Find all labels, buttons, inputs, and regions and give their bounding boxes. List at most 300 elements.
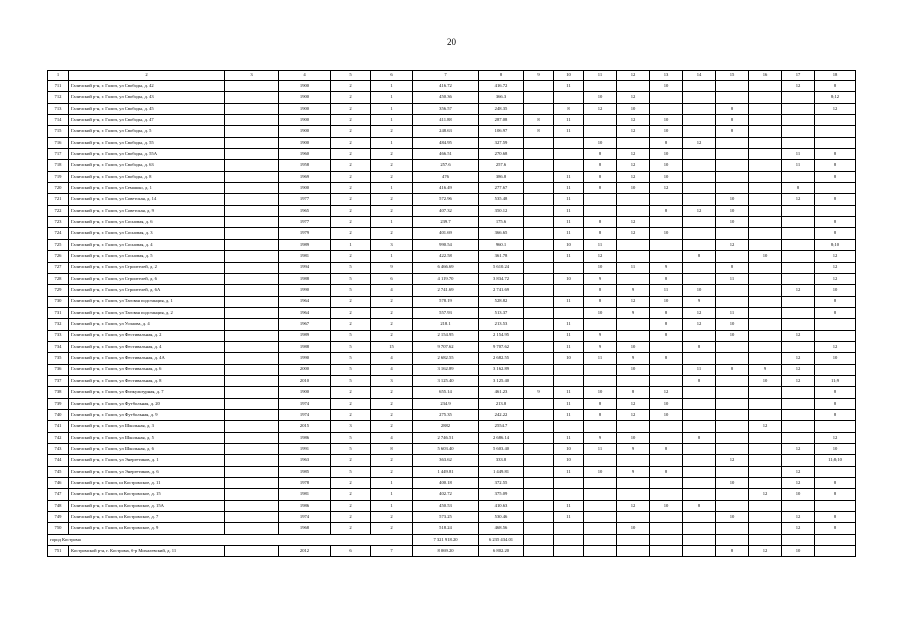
table-cell — [584, 126, 617, 137]
table-cell — [650, 92, 683, 103]
table-cell — [225, 115, 279, 126]
table-cell: 450.53 — [413, 500, 479, 511]
table-cell: 2 — [331, 183, 371, 194]
table-cell — [524, 353, 554, 364]
table-cell: 8 — [617, 387, 650, 398]
table-cell — [554, 421, 584, 432]
table-cell: 10 — [650, 115, 683, 126]
table-cell — [225, 375, 279, 386]
table-cell: 2 — [331, 126, 371, 137]
table-row — [48, 251, 856, 262]
table-cell: 10 — [782, 489, 815, 500]
column-header: 8 — [479, 71, 524, 81]
table-cell — [716, 183, 749, 194]
table-cell: 5 — [331, 330, 371, 341]
table-cell: 1991 — [279, 444, 331, 455]
table-cell: 745 — [48, 466, 69, 477]
table-cell: Галичский р-н, г. Галич, ул Свободы, д. 5 — [69, 126, 225, 137]
table-cell — [815, 183, 856, 194]
table-cell — [749, 194, 782, 205]
table-cell: 1977 — [279, 217, 331, 228]
table-cell — [683, 228, 716, 239]
table-cell: 9 — [584, 432, 617, 443]
table-cell: 11 — [683, 364, 716, 375]
table-cell: 8 — [584, 285, 617, 296]
table-cell — [225, 432, 279, 443]
table-cell: 4 — [371, 353, 413, 364]
table-cell: 1900 — [279, 387, 331, 398]
table-cell: 12 — [683, 307, 716, 318]
table-cell: Галичский р-н, г. Галич, ул Свободы, д. 8 — [69, 171, 225, 182]
table-cell — [716, 341, 749, 352]
column-header: 14 — [683, 71, 716, 81]
table-cell: 12 — [782, 444, 815, 455]
table-cell — [225, 262, 279, 273]
table-cell: 2 — [331, 137, 371, 148]
table-cell: 2554.7 — [479, 421, 524, 432]
table-cell: 715 — [48, 126, 69, 137]
table-cell: Галичский р-н, г. Галич, ш Костромское, д. 7 — [69, 512, 225, 523]
table-cell: 724 — [48, 228, 69, 239]
table-cell: 4 — [371, 285, 413, 296]
section-name: город Кострома — [48, 534, 413, 545]
table-cell: 2 — [371, 126, 413, 137]
table-cell: 9 — [650, 262, 683, 273]
column-header: 16 — [749, 71, 782, 81]
table-cell — [225, 546, 279, 557]
table-cell: 8 — [584, 217, 617, 228]
table-cell: 11 — [554, 81, 584, 92]
table-row — [48, 296, 856, 307]
table-cell — [782, 296, 815, 307]
table-cell: 12 — [650, 387, 683, 398]
table-cell: 11 — [554, 387, 584, 398]
table-cell — [782, 103, 815, 114]
table-cell — [650, 217, 683, 228]
table-cell — [683, 534, 716, 545]
table-cell — [524, 285, 554, 296]
table-cell: 2015 — [279, 421, 331, 432]
table-cell: 723 — [48, 217, 69, 228]
table-cell — [554, 285, 584, 296]
table-cell: 8 — [815, 478, 856, 489]
table-cell: 733 — [48, 330, 69, 341]
table-row — [48, 489, 856, 500]
table-cell — [524, 171, 554, 182]
table-cell — [749, 239, 782, 250]
column-header: 11 — [584, 71, 617, 81]
table-cell: 1978 — [279, 478, 331, 489]
table-cell — [225, 341, 279, 352]
table-cell: 242.22 — [479, 409, 524, 420]
table-cell: 530.46 — [479, 512, 524, 523]
table-cell: 4 — [371, 364, 413, 375]
table-cell — [554, 149, 584, 160]
table-cell: 12 — [617, 92, 650, 103]
table-cell — [815, 319, 856, 330]
table-cell — [524, 296, 554, 307]
table-cell: 1 — [371, 115, 413, 126]
table-cell: 8 — [650, 466, 683, 477]
table-cell — [716, 466, 749, 477]
table-cell: 734 — [48, 341, 69, 352]
table-cell — [782, 387, 815, 398]
table-cell: 366.3 — [479, 92, 524, 103]
table-cell — [617, 375, 650, 386]
table-cell: 1974 — [279, 409, 331, 420]
table-row — [48, 387, 856, 398]
table-cell — [683, 444, 716, 455]
table-cell — [554, 478, 584, 489]
table-cell — [617, 239, 650, 250]
table-cell: 12 — [683, 137, 716, 148]
table-cell: 10 — [584, 262, 617, 273]
table-cell: 386.8 — [479, 171, 524, 182]
table-cell — [650, 478, 683, 489]
table-row — [48, 398, 856, 409]
table-cell: 3 125.40 — [479, 375, 524, 386]
table-row — [48, 217, 856, 228]
table-cell — [782, 455, 815, 466]
table-cell — [650, 364, 683, 375]
table-cell: 10 — [782, 546, 815, 557]
table-cell: 1900 — [279, 183, 331, 194]
table-cell: 8 — [683, 341, 716, 352]
table-cell — [782, 409, 815, 420]
table-cell: 2 — [331, 489, 371, 500]
table-cell — [225, 398, 279, 409]
table-cell: 2 — [371, 330, 413, 341]
table-cell: 2 — [371, 194, 413, 205]
table-cell: 2010 — [279, 375, 331, 386]
table-cell — [716, 489, 749, 500]
table-cell: 9 707.62 — [413, 341, 479, 352]
table-cell: 5 — [331, 341, 371, 352]
table-cell — [782, 126, 815, 137]
table-cell: 747 — [48, 489, 69, 500]
table-cell: 12 — [683, 205, 716, 216]
table-cell — [782, 92, 815, 103]
table-cell: 401.69 — [413, 228, 479, 239]
table-cell — [683, 262, 716, 273]
table-row — [48, 81, 856, 92]
table-cell — [716, 523, 749, 534]
table-cell: 712 — [48, 92, 69, 103]
table-cell — [683, 239, 716, 250]
table-cell: 738 — [48, 387, 69, 398]
table-cell — [225, 285, 279, 296]
table-cell — [524, 160, 554, 171]
table-cell: 1 — [371, 500, 413, 511]
table-cell — [683, 409, 716, 420]
table-cell: 725 — [48, 239, 69, 250]
table-cell — [749, 398, 782, 409]
table-cell: 11 — [554, 115, 584, 126]
table-cell: 8 — [650, 353, 683, 364]
table-cell: 12 — [815, 251, 856, 262]
table-cell — [524, 500, 554, 511]
table-cell: 11 — [584, 353, 617, 364]
table-cell — [225, 228, 279, 239]
table-cell — [815, 546, 856, 557]
table-cell: Галичский р-н, г. Галич, ул Школьная, д. 3 — [69, 421, 225, 432]
table-cell: 10 — [584, 466, 617, 477]
table-cell: 10 — [617, 364, 650, 375]
table-cell: 12 — [617, 217, 650, 228]
table-cell: 1965 — [279, 205, 331, 216]
table-cell: 2 — [331, 307, 371, 318]
table-cell — [225, 149, 279, 160]
table-cell: 8 — [716, 364, 749, 375]
table-row — [48, 228, 856, 239]
table-cell: 466.51 — [413, 149, 479, 160]
table-cell: 450.36 — [413, 92, 479, 103]
column-header: 9 — [524, 71, 554, 81]
table-row — [48, 364, 856, 375]
table-cell: 9 — [617, 307, 650, 318]
table-cell: Галичский р-н, г. Галич, ул Энергетиков, д. 6 — [69, 466, 225, 477]
table-cell: 234.9 — [413, 398, 479, 409]
table-cell: 10 — [650, 171, 683, 182]
table-cell: 1900 — [279, 103, 331, 114]
table-cell: 1989 — [279, 239, 331, 250]
table-cell — [749, 466, 782, 477]
table-cell: 3 162.89 — [479, 364, 524, 375]
table-cell: 8 — [584, 398, 617, 409]
table-cell: 3 — [371, 239, 413, 250]
table-cell — [584, 81, 617, 92]
table-cell: 5 — [331, 364, 371, 375]
table-cell: 2 154.95 — [413, 330, 479, 341]
table-cell: 7 — [371, 546, 413, 557]
table-cell: 248.63 — [413, 126, 479, 137]
table-cell — [749, 228, 782, 239]
table-cell: 10 — [617, 341, 650, 352]
table-row — [48, 375, 856, 386]
table-cell: 2 — [371, 160, 413, 171]
table-cell: 422.58 — [413, 251, 479, 262]
table-cell — [782, 171, 815, 182]
table-cell — [617, 194, 650, 205]
table-cell — [749, 478, 782, 489]
table-cell: 3 — [331, 421, 371, 432]
table-cell — [782, 398, 815, 409]
table-cell: 2 — [331, 251, 371, 262]
table-cell: 2 741.69 — [479, 285, 524, 296]
table-cell: Галичский р-н, г. Галич, ул Свободы, д. 63 — [69, 160, 225, 171]
table-cell: 416.72 — [413, 81, 479, 92]
table-cell: 8 — [716, 262, 749, 273]
table-cell: 572.96 — [413, 194, 479, 205]
table-cell — [225, 171, 279, 182]
table-row — [48, 149, 856, 160]
table-cell — [554, 523, 584, 534]
table-cell: 11 — [554, 500, 584, 511]
table-cell — [584, 115, 617, 126]
table-cell: 2 — [371, 523, 413, 534]
table-cell: 1974 — [279, 512, 331, 523]
table-cell: 716 — [48, 137, 69, 148]
table-cell: 8 — [584, 171, 617, 182]
table-cell: 718 — [48, 160, 69, 171]
table-cell: 9 — [371, 262, 413, 273]
table-cell: 655.14 — [413, 387, 479, 398]
table-cell — [225, 239, 279, 250]
table-cell: 1989 — [279, 330, 331, 341]
table-cell: 12 — [584, 103, 617, 114]
table-cell — [554, 489, 584, 500]
table-cell: 1 — [371, 137, 413, 148]
table-cell: Галичский р-н, г. Галич, ул Семашко, д. 1 — [69, 183, 225, 194]
table-cell: 573.25 — [413, 512, 479, 523]
table-cell: 10 — [716, 478, 749, 489]
table-cell: 5 — [331, 444, 371, 455]
table-cell — [524, 478, 554, 489]
column-header: 15 — [716, 71, 749, 81]
table-cell: 8 — [815, 398, 856, 409]
table-cell — [716, 353, 749, 364]
table-cell — [225, 137, 279, 148]
table-cell: 12 — [617, 126, 650, 137]
table-cell: 12 — [782, 330, 815, 341]
table-cell: 719 — [48, 171, 69, 182]
table-cell — [225, 296, 279, 307]
table-cell: 8 — [815, 171, 856, 182]
table-cell — [225, 466, 279, 477]
table-cell: 12 — [683, 319, 716, 330]
table-cell: 8 — [650, 137, 683, 148]
table-row — [48, 523, 856, 534]
table-row — [48, 512, 856, 523]
table-cell — [225, 330, 279, 341]
table-cell — [225, 217, 279, 228]
table-cell: 275.35 — [413, 409, 479, 420]
table-cell: 8 — [815, 149, 856, 160]
table-row — [48, 171, 856, 182]
table-cell — [225, 421, 279, 432]
table-cell: 2 — [371, 421, 413, 432]
table-cell — [716, 500, 749, 511]
table-cell: 10 — [584, 387, 617, 398]
table-cell — [749, 126, 782, 137]
table-row — [48, 273, 856, 284]
table-cell: 12 — [617, 409, 650, 420]
table-cell: 741 — [48, 421, 69, 432]
table-cell: 8 — [815, 296, 856, 307]
table-cell — [815, 421, 856, 432]
table-cell: 8 — [815, 217, 856, 228]
table-cell — [524, 273, 554, 284]
table-cell: 5 — [331, 285, 371, 296]
table-cell — [749, 103, 782, 114]
table-cell: 736 — [48, 364, 69, 375]
table-cell: 2 682.55 — [479, 353, 524, 364]
table-cell — [617, 81, 650, 92]
column-header: 3 — [225, 71, 279, 81]
table-cell: 10 — [815, 285, 856, 296]
table-cell — [749, 500, 782, 511]
table-cell — [716, 160, 749, 171]
table-cell — [225, 205, 279, 216]
table-cell: 8 — [782, 183, 815, 194]
table-cell: 11 — [716, 307, 749, 318]
table-cell: 10 — [650, 160, 683, 171]
table-cell — [524, 409, 554, 420]
table-cell: 10 — [716, 217, 749, 228]
table-cell: 277.67 — [479, 183, 524, 194]
table-cell: 5 — [331, 466, 371, 477]
table-row — [48, 353, 856, 364]
table-cell: 5 603.40 — [479, 444, 524, 455]
table-cell: 1 — [371, 92, 413, 103]
table-cell — [554, 546, 584, 557]
table-cell — [225, 92, 279, 103]
table-cell — [650, 251, 683, 262]
table-cell: 8 — [815, 194, 856, 205]
table-cell: 12 — [617, 160, 650, 171]
table-cell — [524, 398, 554, 409]
table-cell: 8 — [584, 160, 617, 171]
table-cell: 416.72 — [479, 81, 524, 92]
table-cell: 11 — [554, 228, 584, 239]
header-row — [48, 71, 856, 81]
table-cell — [584, 375, 617, 386]
table-cell — [554, 307, 584, 318]
table-cell: Галичский р-н, г. Галич, ш Костромское, д. 9 — [69, 523, 225, 534]
table-cell: 518.24 — [413, 523, 479, 534]
table-cell — [782, 205, 815, 216]
table-cell — [815, 330, 856, 341]
table-cell: 9 — [617, 466, 650, 477]
table-cell — [683, 387, 716, 398]
table-cell: 239.7 — [413, 217, 479, 228]
table-cell — [617, 273, 650, 284]
table-cell — [815, 115, 856, 126]
table-cell: 10 — [815, 444, 856, 455]
table-cell — [584, 319, 617, 330]
table-cell: 1968 — [279, 523, 331, 534]
table-cell: 5 — [331, 273, 371, 284]
table-cell — [650, 512, 683, 523]
table-cell — [524, 546, 554, 557]
table-cell — [617, 455, 650, 466]
table-cell: 10 — [584, 92, 617, 103]
table-cell: 728 — [48, 273, 69, 284]
table-cell: 10 — [584, 307, 617, 318]
table-cell: 12 — [815, 341, 856, 352]
table-cell — [524, 228, 554, 239]
table-cell: 737 — [48, 375, 69, 386]
table-cell: Галичский р-н, г. Галич, ул Фестивальная, д. 8 — [69, 375, 225, 386]
table-cell: 10 — [716, 319, 749, 330]
table-cell: Костромской р-н, г. Кострома, б-р Михалевский, д. 11 — [69, 546, 225, 557]
table-cell: 12 — [782, 285, 815, 296]
table-cell: 10 — [617, 103, 650, 114]
table-row — [48, 183, 856, 194]
table-cell: 12 — [782, 375, 815, 386]
table-cell: 2 — [371, 398, 413, 409]
table-cell: 8 — [584, 409, 617, 420]
table-cell — [683, 194, 716, 205]
table-cell — [225, 387, 279, 398]
table-cell: 10 — [650, 398, 683, 409]
table-cell — [225, 353, 279, 364]
table-cell — [782, 421, 815, 432]
table-cell: 4 — [371, 432, 413, 443]
table-cell — [782, 273, 815, 284]
table-cell — [225, 409, 279, 420]
table-cell: 11 — [782, 160, 815, 171]
